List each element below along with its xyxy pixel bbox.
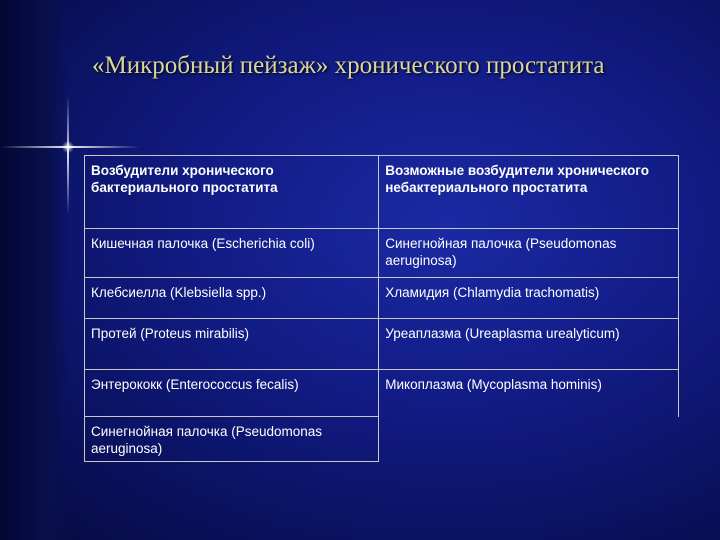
decorative-glow-star xyxy=(62,141,74,153)
table-cell: Микоплазма (Mycoplasma hominis) xyxy=(379,370,679,417)
table-cell: Кишечная палочка (Escherichia coli) xyxy=(85,229,379,278)
table-row xyxy=(85,370,679,417)
table-row xyxy=(85,278,679,319)
table-cell: Синегнойная палочка (Pseudomonas aeruginosa) xyxy=(85,417,379,462)
table-row xyxy=(85,319,679,370)
table-cell: Клебсиелла (Klebsiella spp.) xyxy=(85,278,379,319)
slide-title: «Микробный пейзаж» хронического простатита xyxy=(92,52,605,79)
decorative-glow-vertical xyxy=(67,95,69,215)
table-cell: Синегнойная палочка (Pseudomonas aeruginosa) xyxy=(379,229,679,278)
table-cell: Энтерококк (Enterococcus fecalis) xyxy=(85,370,379,417)
table-cell: Протей (Proteus mirabilis) xyxy=(85,319,379,370)
header-bacterial: Возбудители хронического бактериального простатита xyxy=(85,156,379,229)
table-row xyxy=(85,417,679,462)
slide-left-band xyxy=(0,0,68,540)
table-cell: Уреаплазма (Ureaplasma urealyticum) xyxy=(379,319,679,370)
table-header-row xyxy=(85,156,679,229)
table-row xyxy=(85,229,679,278)
pathogen-table xyxy=(84,155,679,462)
table-cell-empty xyxy=(379,417,679,462)
table-cell: Хламидия (Chlamydia trachomatis) xyxy=(379,278,679,319)
header-nonbacterial: Возможные возбудители хронического небактериального простатита xyxy=(379,156,679,229)
